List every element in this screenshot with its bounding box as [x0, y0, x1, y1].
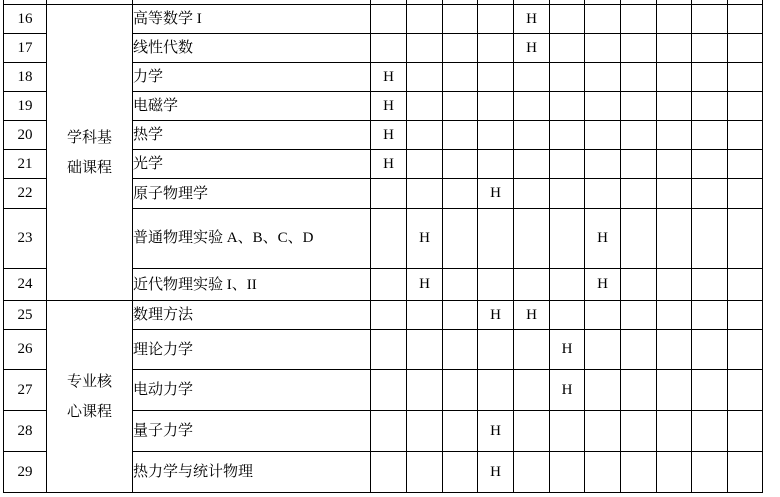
requirement-cell: [657, 411, 692, 452]
row-number-cell: 25: [4, 301, 47, 330]
course-name-cell: 力学: [133, 63, 371, 92]
requirement-cell: [443, 34, 478, 63]
requirement-cell: H: [478, 301, 514, 330]
requirement-cell: [585, 150, 621, 179]
requirement-cell: [585, 301, 621, 330]
requirement-cell: [657, 452, 692, 493]
course-requirement-matrix: [3, 0, 763, 493]
requirement-cell: [728, 330, 763, 370]
row-number-cell: 26: [4, 330, 47, 370]
requirement-cell: [621, 92, 657, 121]
course-name-cell: 电磁学: [133, 92, 371, 121]
requirement-cell: [443, 269, 478, 301]
requirement-cell: [514, 330, 550, 370]
requirement-cell: [514, 150, 550, 179]
row-number-cell: 19: [4, 92, 47, 121]
requirement-cell: [657, 209, 692, 269]
requirement-cell: [657, 121, 692, 150]
requirement-cell: [443, 121, 478, 150]
requirement-cell: [692, 269, 728, 301]
requirement-cell: [443, 150, 478, 179]
course-name-cell: 普通物理实验 A、B、C、D: [133, 209, 371, 269]
requirement-cell: [478, 330, 514, 370]
requirement-cell: H: [478, 452, 514, 493]
requirement-cell: H: [585, 209, 621, 269]
table-row: [4, 5, 763, 34]
requirement-cell: [728, 63, 763, 92]
requirement-cell: [692, 150, 728, 179]
requirement-cell: [514, 63, 550, 92]
requirement-cell: H: [371, 150, 407, 179]
requirement-cell: [407, 63, 443, 92]
requirement-cell: [621, 121, 657, 150]
requirement-cell: [585, 63, 621, 92]
requirement-cell: [443, 5, 478, 34]
requirement-cell: [407, 179, 443, 209]
requirement-cell: H: [371, 92, 407, 121]
requirement-cell: [550, 411, 585, 452]
requirement-cell: [728, 301, 763, 330]
requirement-cell: [371, 269, 407, 301]
requirement-cell: [692, 330, 728, 370]
requirement-cell: [443, 92, 478, 121]
requirement-cell: H: [585, 269, 621, 301]
requirement-cell: [728, 452, 763, 493]
requirement-cell: [371, 34, 407, 63]
requirement-cell: [621, 209, 657, 269]
requirement-cell: [621, 269, 657, 301]
requirement-cell: [585, 34, 621, 63]
course-name-cell: 光学: [133, 150, 371, 179]
row-number-cell: 20: [4, 121, 47, 150]
requirement-cell: [692, 63, 728, 92]
requirement-cell: [692, 92, 728, 121]
requirement-cell: [514, 452, 550, 493]
requirement-cell: [692, 34, 728, 63]
requirement-cell: [550, 150, 585, 179]
requirement-cell: [657, 5, 692, 34]
requirement-cell: [550, 5, 585, 34]
requirement-cell: [550, 34, 585, 63]
course-name-cell: 线性代数: [133, 34, 371, 63]
course-name-cell: 热力学与统计物理: [133, 452, 371, 493]
requirement-cell: [657, 301, 692, 330]
requirement-cell: [621, 34, 657, 63]
requirement-cell: H: [550, 370, 585, 411]
requirement-cell: [478, 209, 514, 269]
requirement-cell: [478, 370, 514, 411]
requirement-cell: [478, 34, 514, 63]
requirement-cell: [514, 411, 550, 452]
requirement-cell: [407, 34, 443, 63]
requirement-cell: [657, 34, 692, 63]
requirement-cell: [550, 301, 585, 330]
requirement-cell: [478, 269, 514, 301]
requirement-cell: [621, 150, 657, 179]
course-name-cell: 电动力学: [133, 370, 371, 411]
course-name-cell: 热学: [133, 121, 371, 150]
requirement-cell: [514, 121, 550, 150]
course-name-cell: 量子力学: [133, 411, 371, 452]
requirement-cell: [478, 92, 514, 121]
requirement-cell: [728, 269, 763, 301]
requirement-cell: [371, 370, 407, 411]
requirement-cell: [550, 179, 585, 209]
requirement-cell: [443, 209, 478, 269]
requirement-cell: H: [478, 411, 514, 452]
requirement-cell: [728, 370, 763, 411]
requirement-cell: [407, 92, 443, 121]
requirement-cell: [728, 34, 763, 63]
requirement-cell: [443, 330, 478, 370]
requirement-cell: [692, 209, 728, 269]
requirement-cell: [692, 5, 728, 34]
requirement-cell: [407, 301, 443, 330]
requirement-cell: H: [478, 179, 514, 209]
category-cell: [47, 5, 133, 301]
requirement-cell: [443, 452, 478, 493]
requirement-cell: [478, 63, 514, 92]
requirement-cell: [371, 179, 407, 209]
row-number-cell: 22: [4, 179, 47, 209]
requirement-cell: [621, 63, 657, 92]
requirement-cell: [550, 63, 585, 92]
requirement-cell: [621, 452, 657, 493]
table-row: [4, 301, 763, 330]
requirement-cell: [443, 179, 478, 209]
requirement-cell: [585, 179, 621, 209]
requirement-cell: [550, 452, 585, 493]
requirement-cell: H: [514, 34, 550, 63]
requirement-cell: [728, 179, 763, 209]
requirement-cell: H: [407, 269, 443, 301]
requirement-cell: [407, 150, 443, 179]
requirement-cell: H: [550, 330, 585, 370]
requirement-cell: [443, 411, 478, 452]
course-name-cell: 原子物理学: [133, 179, 371, 209]
requirement-cell: [371, 5, 407, 34]
requirement-cell: H: [514, 301, 550, 330]
requirement-cell: [585, 330, 621, 370]
category-cell: [47, 301, 133, 493]
requirement-cell: [657, 269, 692, 301]
requirement-cell: [728, 209, 763, 269]
requirement-cell: [585, 370, 621, 411]
requirement-cell: [550, 92, 585, 121]
requirement-cell: [443, 63, 478, 92]
requirement-cell: [621, 411, 657, 452]
category-label: 学科基 础课程: [66, 129, 112, 176]
requirement-cell: [550, 121, 585, 150]
requirement-cell: [407, 370, 443, 411]
requirement-cell: [692, 121, 728, 150]
requirement-cell: [728, 150, 763, 179]
row-number-cell: 21: [4, 150, 47, 179]
requirement-cell: [692, 411, 728, 452]
row-number-cell: 17: [4, 34, 47, 63]
requirement-cell: [657, 63, 692, 92]
requirement-cell: [407, 411, 443, 452]
requirement-cell: [585, 92, 621, 121]
requirement-cell: H: [371, 63, 407, 92]
requirement-cell: [621, 179, 657, 209]
requirement-cell: [514, 370, 550, 411]
row-number-cell: 18: [4, 63, 47, 92]
requirement-cell: [371, 452, 407, 493]
requirement-cell: [657, 92, 692, 121]
requirement-cell: [621, 330, 657, 370]
requirement-cell: [550, 209, 585, 269]
requirement-cell: [443, 301, 478, 330]
requirement-cell: [585, 5, 621, 34]
requirement-cell: [621, 301, 657, 330]
requirement-cell: [371, 209, 407, 269]
requirement-cell: [728, 5, 763, 34]
requirement-cell: [692, 370, 728, 411]
requirement-cell: [407, 121, 443, 150]
requirement-cell: [657, 179, 692, 209]
requirement-cell: [443, 370, 478, 411]
row-number-cell: 29: [4, 452, 47, 493]
row-number-cell: 16: [4, 5, 47, 34]
requirement-cell: [478, 5, 514, 34]
requirement-cell: [514, 209, 550, 269]
requirement-cell: [514, 179, 550, 209]
requirement-cell: [657, 150, 692, 179]
row-number-cell: 23: [4, 209, 47, 269]
requirement-cell: [407, 5, 443, 34]
requirement-cell: [692, 179, 728, 209]
requirement-cell: [478, 150, 514, 179]
requirement-cell: [550, 269, 585, 301]
requirement-cell: [407, 330, 443, 370]
requirement-cell: [657, 330, 692, 370]
requirement-cell: [585, 121, 621, 150]
requirement-cell: [621, 5, 657, 34]
requirement-cell: [371, 301, 407, 330]
requirement-cell: [371, 411, 407, 452]
requirement-cell: H: [514, 5, 550, 34]
course-name-cell: 数理方法: [133, 301, 371, 330]
requirement-cell: [657, 370, 692, 411]
course-name-cell: 高等数学 I: [133, 5, 371, 34]
requirement-cell: [621, 370, 657, 411]
requirement-cell: [692, 301, 728, 330]
requirement-cell: [692, 452, 728, 493]
course-name-cell: 理论力学: [133, 330, 371, 370]
requirement-cell: [585, 452, 621, 493]
course-name-cell: 近代物理实验 I、II: [133, 269, 371, 301]
requirement-cell: [514, 269, 550, 301]
requirement-cell: [728, 411, 763, 452]
requirement-cell: [478, 121, 514, 150]
category-label: 专业核 心课程: [66, 373, 112, 420]
requirement-cell: H: [407, 209, 443, 269]
requirement-cell: [728, 92, 763, 121]
requirement-cell: H: [371, 121, 407, 150]
requirement-cell: [371, 330, 407, 370]
requirement-cell: [585, 411, 621, 452]
requirement-cell: [514, 92, 550, 121]
requirement-cell: [728, 121, 763, 150]
row-number-cell: 24: [4, 269, 47, 301]
requirement-cell: [407, 452, 443, 493]
row-number-cell: 28: [4, 411, 47, 452]
row-number-cell: 27: [4, 370, 47, 411]
